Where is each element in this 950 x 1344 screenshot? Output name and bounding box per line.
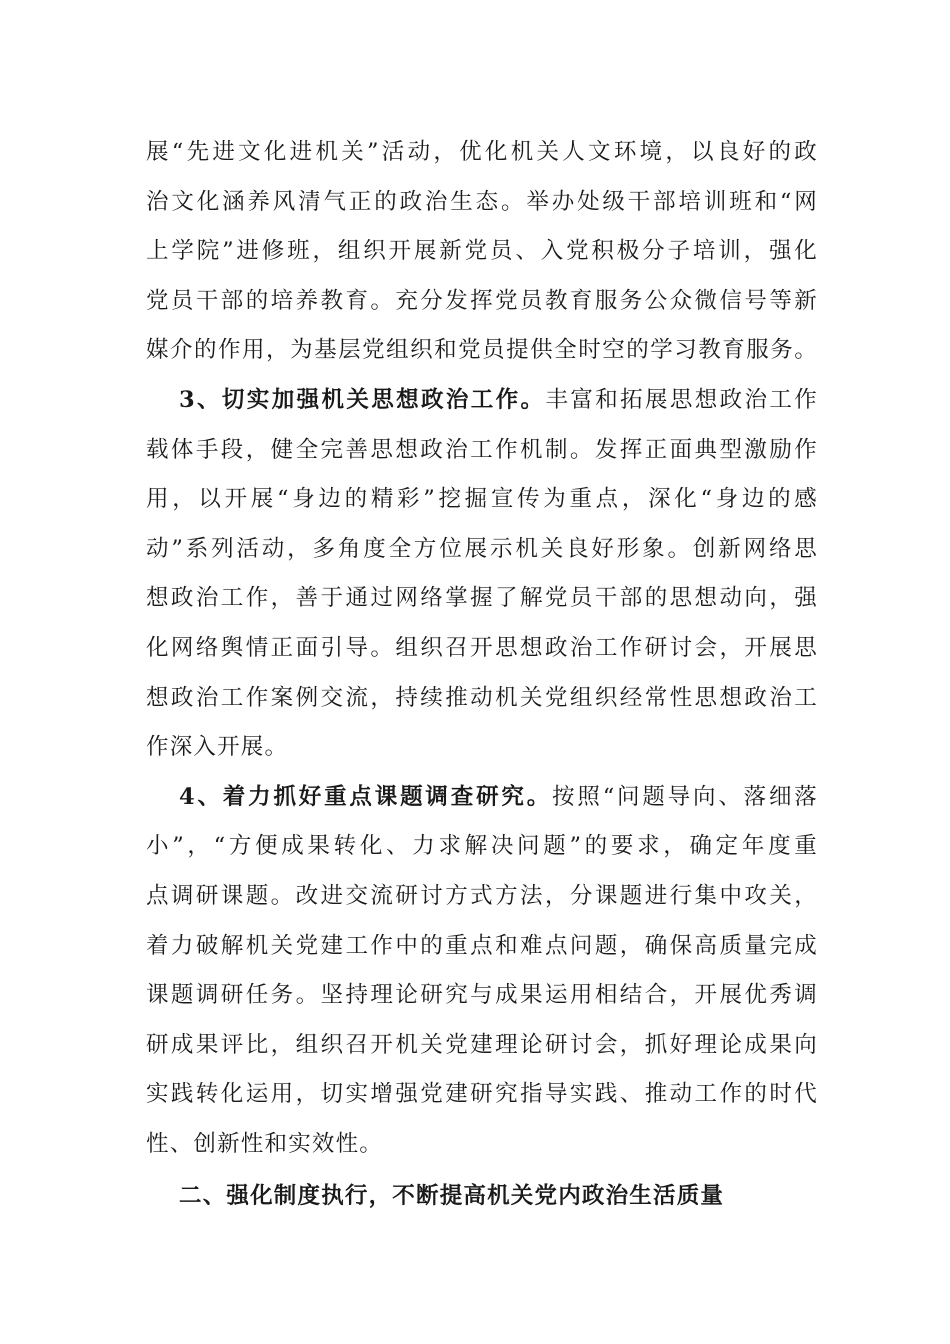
- text-line-last: 性、创新性和实效性。: [146, 1130, 384, 1157]
- text-line: 想政治工作，善于通过网络掌握了解党员干部的思想动向，强: [146, 585, 818, 612]
- text-line: 想政治工作案例交流，持续推动机关党组织经常性思想政治工: [146, 684, 818, 711]
- paragraph-ideological-work: [146, 376, 818, 773]
- text-line: 治文化涵养风清气正的政治生态。举办处级干部培训班和“网: [146, 188, 818, 215]
- text-line: 上学院”进修班，组织开展新党员、入党积极分子培训，强化: [146, 238, 818, 265]
- document-page: [146, 128, 818, 1221]
- text-line: 党员干部的培养教育。充分发挥党员教育服务公众微信号等新: [146, 287, 818, 314]
- text-fragment: 按照“问题导向、落细落: [552, 783, 819, 810]
- text-fragment: 丰富和拓展思想政治工作: [545, 386, 819, 413]
- text-line-last: 作深入开展。: [146, 734, 289, 761]
- text-line: 着力破解机关党建工作中的重点和难点问题，确保高质量完成: [146, 932, 818, 959]
- text-line: 展“先进文化进机关”活动，优化机关人文环境，以良好的政: [146, 139, 818, 165]
- text-line-first: [146, 376, 818, 426]
- text-line: 课题调研任务。坚持理论研究与成果运用相结合，开展优秀调: [146, 982, 818, 1009]
- text-line: 用，以开展“身边的精彩”挖掘宣传为重点，深化“身边的感: [146, 486, 818, 513]
- text-line: 载体手段，健全完善思想政治工作机制。发挥正面典型激励作: [146, 436, 818, 463]
- text-line: 媒介的作用，为基层党组织和党员提供全时空的学习教育服务。: [146, 337, 818, 364]
- text-line: 小”，“方便成果转化、力求解决问题”的要求，确定年度重: [146, 833, 818, 860]
- text-line: 实践转化运用，切实增强党建研究指导实践、推动工作的时代: [146, 1081, 818, 1108]
- text-line: 研成果评比，组织召开机关党建理论研讨会，抓好理论成果向: [146, 1031, 818, 1058]
- text-line: 点调研课题。改进交流研讨方式方法，分课题进行集中攻关，: [146, 882, 818, 909]
- text-line-first: [146, 773, 818, 823]
- paragraph-lead-heading: 3、切实加强机关思想政治工作。: [179, 386, 546, 413]
- paragraph-culture: [146, 128, 818, 376]
- paragraph-research: [146, 773, 818, 1170]
- paragraph-lead-heading: 4、着力抓好重点课题调查研究。: [179, 783, 553, 810]
- section-heading: 二、强化制度执行，不断提高机关党内政治生活质量: [179, 1183, 725, 1210]
- text-line: 动”系列活动，多角度全方位展示机关良好形象。创新网络思: [146, 535, 818, 562]
- text-line: 化网络舆情正面引导。组织召开思想政治工作研讨会，开展思: [146, 634, 818, 661]
